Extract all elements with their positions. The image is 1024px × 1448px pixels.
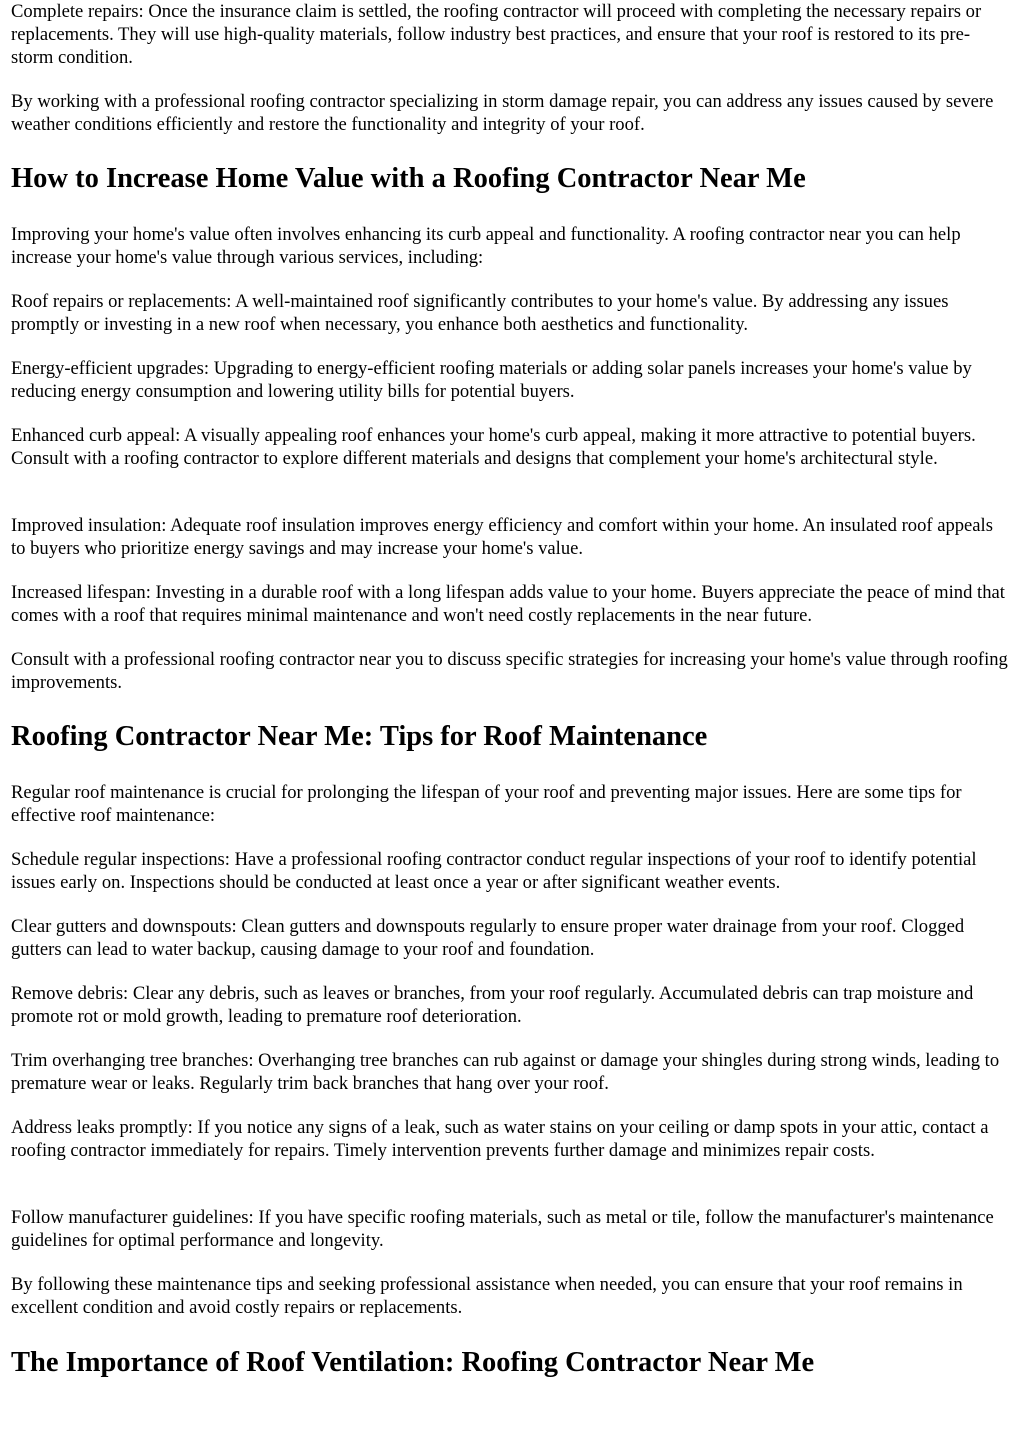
- paragraph-improved-insulation: Improved insulation: Adequate roof insulation improves energy efficiency and comfort within your home. An insulated roof appeals to buyers who prioritize energy savings and may increase your home's value.: [11, 515, 993, 559]
- heading-roof-ventilation: The Importance of Roof Ventilation: Roofing Contractor Near Me: [11, 1347, 815, 1378]
- paragraph-curb-appeal: Enhanced curb appeal: A visually appealing roof enhances your home's curb appeal, making it more attractive to potential buyers. Consult with a roofing contractor to explore different materials and designs that complement your home's architectural style.: [11, 425, 976, 469]
- paragraph-remove-debris: Remove debris: Clear any debris, such as leaves or branches, from your roof regularly. Accumulated debris can trap moisture and promote rot or mold growth, leading to premature roof deterioration.: [11, 983, 974, 1027]
- paragraph-regular-inspections: Schedule regular inspections: Have a professional roofing contractor conduct regular inspections of your roof to identify potential issues early on. Inspections should be conducted at least once a year or after significant weather events.: [11, 849, 977, 893]
- paragraph-manufacturer-guidelines: Follow manufacturer guidelines: If you have specific roofing materials, such as metal or tile, follow the manufacturer's maintenance guidelines for optimal performance and longevity.: [11, 1207, 994, 1251]
- paragraph-complete-repairs: Complete repairs: Once the insurance claim is settled, the roofing contractor will proceed with completing the necessary repairs or replacements. They will use high-quality materials, follow industry best practices, and ensure that your roof is restored to its pre-storm condition.: [11, 1, 982, 68]
- paragraph-home-value-intro: Improving your home's value often involves enhancing its curb appeal and functionality. A roofing contractor near you can help increase your home's value through various services, including:: [11, 224, 961, 268]
- paragraph-consult-contractor: Consult with a professional roofing contractor near you to discuss specific strategies for increasing your home's value through roofing improvements.: [11, 649, 1008, 693]
- heading-increase-home-value: How to Increase Home Value with a Roofing Contractor Near Me: [11, 163, 806, 194]
- paragraph-roof-repairs: Roof repairs or replacements: A well-maintained roof significantly contributes to your home's value. By addressing any issues promptly or investing in a new roof when necessary, you enhance both aesthetics and functionality.: [11, 291, 949, 335]
- paragraph-increased-lifespan: Increased lifespan: Investing in a durable roof with a long lifespan adds value to your home. Buyers appreciate the peace of mind that comes with a roof that requires minimal maintenance and won't need costly replacements in the near future.: [11, 582, 1005, 626]
- paragraph-storm-summary: By working with a professional roofing contractor specializing in storm damage repair, you can address any issues caused by severe weather conditions efficiently and restore the functionality and integrity of your roof.: [11, 91, 994, 135]
- paragraph-trim-branches: Trim overhanging tree branches: Overhanging tree branches can rub against or damage your shingles during strong winds, leading to premature wear or leaks. Regularly trim back branches that hang over your roof.: [11, 1050, 1000, 1094]
- paragraph-maintenance-intro: Regular roof maintenance is crucial for prolonging the lifespan of your roof and preventing major issues. Here are some tips for effective roof maintenance:: [11, 782, 962, 826]
- paragraph-energy-upgrades: Energy-efficient upgrades: Upgrading to energy-efficient roofing materials or adding solar panels increases your home's value by reducing energy consumption and lowering utility bills for potential buyers.: [11, 358, 972, 402]
- heading-roof-maintenance: Roofing Contractor Near Me: Tips for Roof Maintenance: [11, 721, 708, 752]
- paragraph-maintenance-summary: By following these maintenance tips and seeking professional assistance when needed, you can ensure that your roof remains in excellent condition and avoid costly repairs or replacements.: [11, 1274, 963, 1318]
- paragraph-address-leaks: Address leaks promptly: If you notice any signs of a leak, such as water stains on your ceiling or damp spots in your attic, contact a roofing contractor immediately for repairs. Timely intervention prevents further damage and minimizes repair costs.: [11, 1117, 989, 1161]
- paragraph-clear-gutters: Clear gutters and downspouts: Clean gutters and downspouts regularly to ensure proper water drainage from your roof. Clogged gutters can lead to water backup, causing damage to your roof and foundation.: [11, 916, 965, 960]
